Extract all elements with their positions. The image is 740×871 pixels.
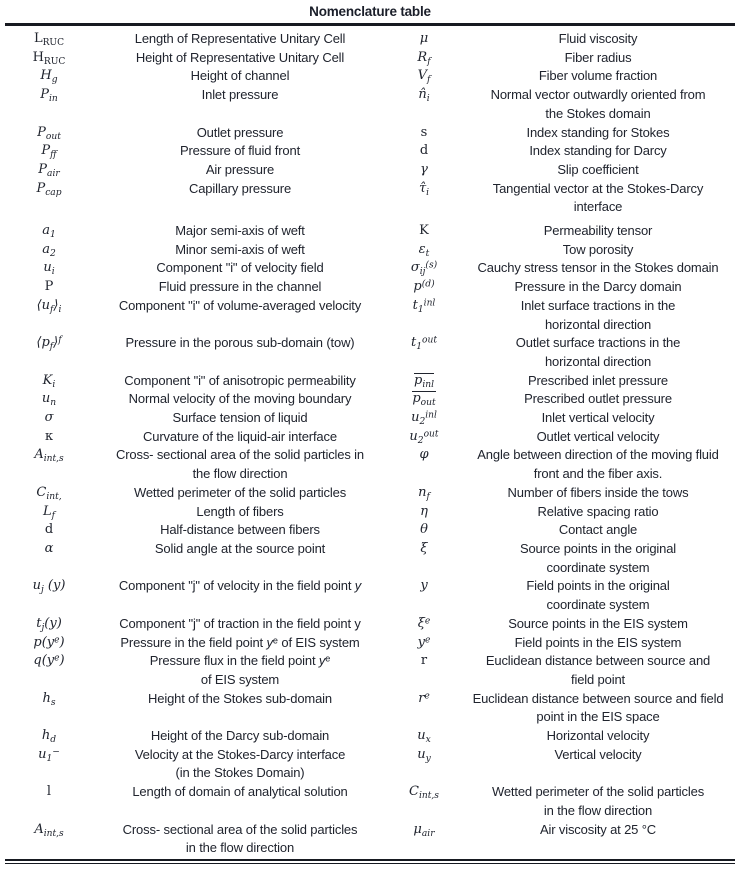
table-row (5, 577, 735, 614)
symbol-cell: $K_i$ (42, 372, 56, 390)
symbol-cell: $P_{in}$ (40, 87, 58, 105)
table-row (5, 540, 735, 577)
description-cell: Tangential vector at the Stokes-Darcy interface (492, 180, 704, 215)
description-cell: Inlet surface tractions in the horizontal direction (520, 297, 676, 332)
description-cell: Field points in the EIS system (514, 634, 682, 650)
table-row (5, 241, 735, 260)
symbol-cell: $u_2^{out}$ (409, 428, 439, 446)
description-cell: Relative spacing ratio (537, 503, 659, 519)
description-cell: Index standing for Darcy (529, 143, 667, 159)
description-cell: Fluid pressure in the channel (158, 279, 322, 295)
symbol-cell: $V_f$ (417, 68, 431, 86)
symbol-cell: $A_{int,s}$ (34, 821, 64, 839)
description-cell: Tow porosity (562, 241, 634, 257)
table-row (5, 727, 735, 746)
description-cell: Euclidean distance between source and field point (485, 653, 711, 687)
symbol-cell: $h_d$ (41, 728, 57, 746)
table-row (5, 634, 735, 653)
bottom-rule-thick (5, 859, 735, 861)
symbol-cell: κ (44, 428, 54, 444)
description-cell: Outlet surface tractions in the horizontal direction (515, 335, 681, 369)
table-row (5, 615, 735, 634)
description-cell: Angle between direction of the moving fluid front and the fiber axis. (477, 447, 719, 482)
table-row (5, 124, 735, 143)
description-cell: Inlet vertical velocity (541, 410, 655, 426)
description-cell: Prescribed inlet pressure (527, 372, 669, 388)
description-cell: Component "i" of volume-averaged velocity (118, 297, 362, 313)
table-row (5, 521, 735, 540)
symbol-cell: $p_{out}$ (412, 391, 436, 409)
description-cell: Inlet pressure (201, 87, 279, 103)
symbol-cell: ξ (420, 540, 428, 556)
description-cell: Wetted perimeter of the solid particles in the flow direction (491, 784, 705, 818)
description-cell: Pressure flux in the field point $y^e$ of EIS system (149, 653, 331, 687)
description-cell: Normal velocity of the moving boundary (128, 391, 352, 407)
symbol-cell: $\mu_{air}$ (413, 821, 435, 839)
table-row (5, 652, 735, 689)
table-row (5, 409, 735, 428)
symbol-cell: $p_{inl}$ (413, 372, 434, 390)
symbol-cell: $H_{RUC}$ (32, 49, 66, 67)
table-row (5, 746, 735, 783)
description-cell: Air viscosity at 25 °C (539, 821, 657, 837)
description-cell: Number of fibers inside the tows (507, 484, 689, 500)
symbol-cell: $p^{(d)}$ (413, 279, 435, 295)
description-cell: Outlet vertical velocity (536, 428, 660, 444)
description-cell: Major semi-axis of weft (175, 223, 305, 239)
table-row (5, 783, 735, 820)
symbol-cell: $\varepsilon_t$ (418, 241, 430, 259)
description-cell: Component "j" of velocity in the field point y (118, 578, 362, 594)
symbol-cell: $P_{cap}$ (36, 180, 62, 198)
symbol-cell: d (44, 522, 54, 538)
description-cell: Wetted perimeter of the solid particles (133, 484, 347, 500)
description-cell: Prescribed outlet pressure (524, 391, 672, 407)
symbol-cell: μ (419, 31, 429, 46)
table-row (5, 259, 735, 278)
symbol-cell: $\sigma_{ij}^{(s)}$ (410, 260, 438, 278)
symbol-cell: $P_{air}$ (38, 161, 60, 179)
symbol-cell: γ (420, 161, 428, 177)
description-cell: Source points in the original coordinate system (519, 540, 677, 575)
description-cell: Length of Representative Unitary Cell (134, 31, 346, 46)
symbol-cell: $a_2$ (42, 241, 56, 259)
description-cell: Component "j" of traction in the field point y (119, 615, 361, 631)
table-row (5, 222, 735, 241)
description-cell: Normal vector outwardly oriented from the Stokes domain (490, 87, 706, 121)
table-row (5, 690, 735, 727)
symbol-cell: r (420, 653, 428, 669)
symbol-cell: $u_x$ (417, 728, 431, 746)
description-cell: Component "i" of anisotropic permeability (124, 372, 356, 388)
table-row (5, 67, 735, 86)
table-row (5, 142, 735, 161)
table-row (5, 390, 735, 409)
symbol-cell: σ (44, 410, 54, 426)
symbol-cell: α (44, 540, 54, 556)
description-cell: Cauchy stress tensor in the Stokes domain (477, 260, 719, 276)
description-cell: Contact angle (558, 522, 638, 538)
table-row (5, 372, 735, 391)
description-cell: Height of the Darcy sub-domain (150, 728, 330, 744)
table-row (5, 334, 735, 371)
symbol-cell: d (419, 143, 429, 159)
symbol-cell: $u_i$ (43, 260, 55, 278)
description-cell: Component "i" of velocity field (156, 260, 324, 276)
description-cell: Minor semi-axis of weft (175, 241, 305, 257)
description-cell: Fiber volume fraction (538, 68, 658, 84)
description-cell: Horizontal velocity (546, 728, 650, 744)
description-cell: Solid angle at the source point (154, 540, 326, 556)
symbol-cell: l (46, 784, 52, 800)
description-cell: Index standing for Stokes (526, 124, 670, 140)
description-cell: Height of the Stokes sub-domain (148, 690, 332, 706)
description-cell: Pressure of fluid front (179, 143, 301, 159)
symbol-cell: $C_{int,s}$ (409, 784, 439, 802)
description-cell: Cross- sectional area of the solid particles in the flow direction (122, 821, 358, 856)
table-row (5, 503, 735, 522)
table-row (5, 821, 735, 858)
symbol-cell: $q(y^e)$ (33, 653, 65, 669)
symbol-cell: $u_2^{inl}$ (411, 410, 437, 428)
symbol-cell: $L_f$ (42, 503, 55, 521)
table-row (5, 446, 735, 483)
table-row (5, 161, 735, 180)
symbol-cell: $\taû_i$ (418, 180, 430, 198)
symbol-cell: $H_g$ (40, 68, 58, 86)
description-cell: Field points in the original coordinate system (526, 578, 670, 613)
symbol-cell: $u_1^-$ (38, 746, 60, 764)
symbol-cell: $u_j$ (y) (32, 578, 66, 596)
symbol-cell: $t_1^{out}$ (410, 335, 438, 353)
description-cell: Velocity at the Stokes-Darcy interface (in the Stokes Domain) (134, 746, 346, 781)
description-cell: Fiber radius (564, 49, 632, 65)
table-row (5, 180, 735, 217)
symbol-cell: $⟨u_f⟩_i$ (36, 297, 62, 315)
description-cell: Half-distance between fibers (160, 522, 320, 538)
description-cell: Pressure in the field point $y^e$ of EIS system (120, 634, 360, 650)
description-cell: Vertical velocity (554, 746, 642, 762)
symbol-cell: $h_s$ (42, 690, 56, 708)
description-cell: Surface tension of liquid (172, 410, 308, 426)
description-cell: Air pressure (205, 161, 275, 177)
symbol-cell: η (420, 503, 428, 519)
table-row (5, 49, 735, 68)
symbol-cell: $y^e$ (417, 634, 431, 650)
symbol-cell: $t_1^{inl}$ (412, 297, 436, 315)
description-cell: Length of domain of analytical solution (132, 784, 348, 800)
symbol-cell: $t_j(y)$ (36, 615, 62, 633)
symbol-cell: s (420, 124, 428, 140)
symbol-cell: y (420, 578, 428, 594)
symbol-cell: K (419, 223, 429, 239)
symbol-cell: $L_{RUC}$ (33, 31, 65, 48)
description-cell: Euclidean distance between source and field point in the EIS space (472, 690, 724, 725)
symbol-cell: $⟨p_f⟩^f$ (36, 335, 62, 353)
symbol-cell: $n̂_i$ (418, 87, 430, 105)
description-cell: Height of channel (190, 68, 290, 84)
description-cell: Permeability tensor (543, 223, 653, 239)
description-cell: Pressure in the porous sub-domain (tow) (125, 335, 355, 351)
description-cell: Pressure in the Darcy domain (514, 279, 682, 295)
symbol-cell: $r^e$ (418, 690, 430, 706)
symbol-cell: $p(y^e)$ (33, 634, 65, 650)
table-row (5, 278, 735, 297)
table-row (5, 297, 735, 334)
page-title: Nomenclature table (309, 4, 431, 19)
symbol-cell: $P_{ff}$ (41, 143, 57, 161)
symbol-cell: $R_f$ (417, 49, 431, 67)
symbol-cell: $u_y$ (417, 746, 431, 764)
description-cell: Cross- sectional area of the solid particles in the flow direction (115, 447, 364, 482)
symbol-cell: φ (419, 447, 429, 463)
table-row (5, 86, 735, 123)
table-row (5, 428, 735, 447)
description-cell: Curvature of the liquid-air interface (143, 428, 337, 444)
nomenclature-table (5, 26, 735, 858)
symbol-cell: $C_{int,}$ (36, 484, 62, 502)
symbol-cell: $u_n$ (41, 391, 57, 409)
symbol-cell: $P_{out}$ (37, 124, 61, 142)
table-row (5, 30, 735, 49)
symbol-cell: P (44, 279, 54, 295)
bottom-rule (5, 859, 735, 864)
symbol-cell: $\xi^e$ (417, 615, 431, 631)
description-cell: Capillary pressure (188, 180, 292, 196)
symbol-cell: $A_{int,s}$ (34, 447, 64, 465)
description-cell: Fluid viscosity (558, 31, 638, 46)
description-cell: Outlet pressure (196, 124, 284, 140)
description-cell: Slip coefficient (557, 161, 639, 177)
bottom-rule-thin (5, 863, 735, 864)
symbol-cell: θ (420, 522, 428, 538)
description-cell: Source points in the EIS system (508, 615, 688, 631)
description-cell: Length of fibers (196, 503, 284, 519)
symbol-cell: $a_1$ (42, 223, 56, 241)
description-cell: Height of Representative Unitary Cell (135, 49, 345, 65)
table-row (5, 484, 735, 503)
symbol-cell: $n_f$ (418, 484, 430, 502)
